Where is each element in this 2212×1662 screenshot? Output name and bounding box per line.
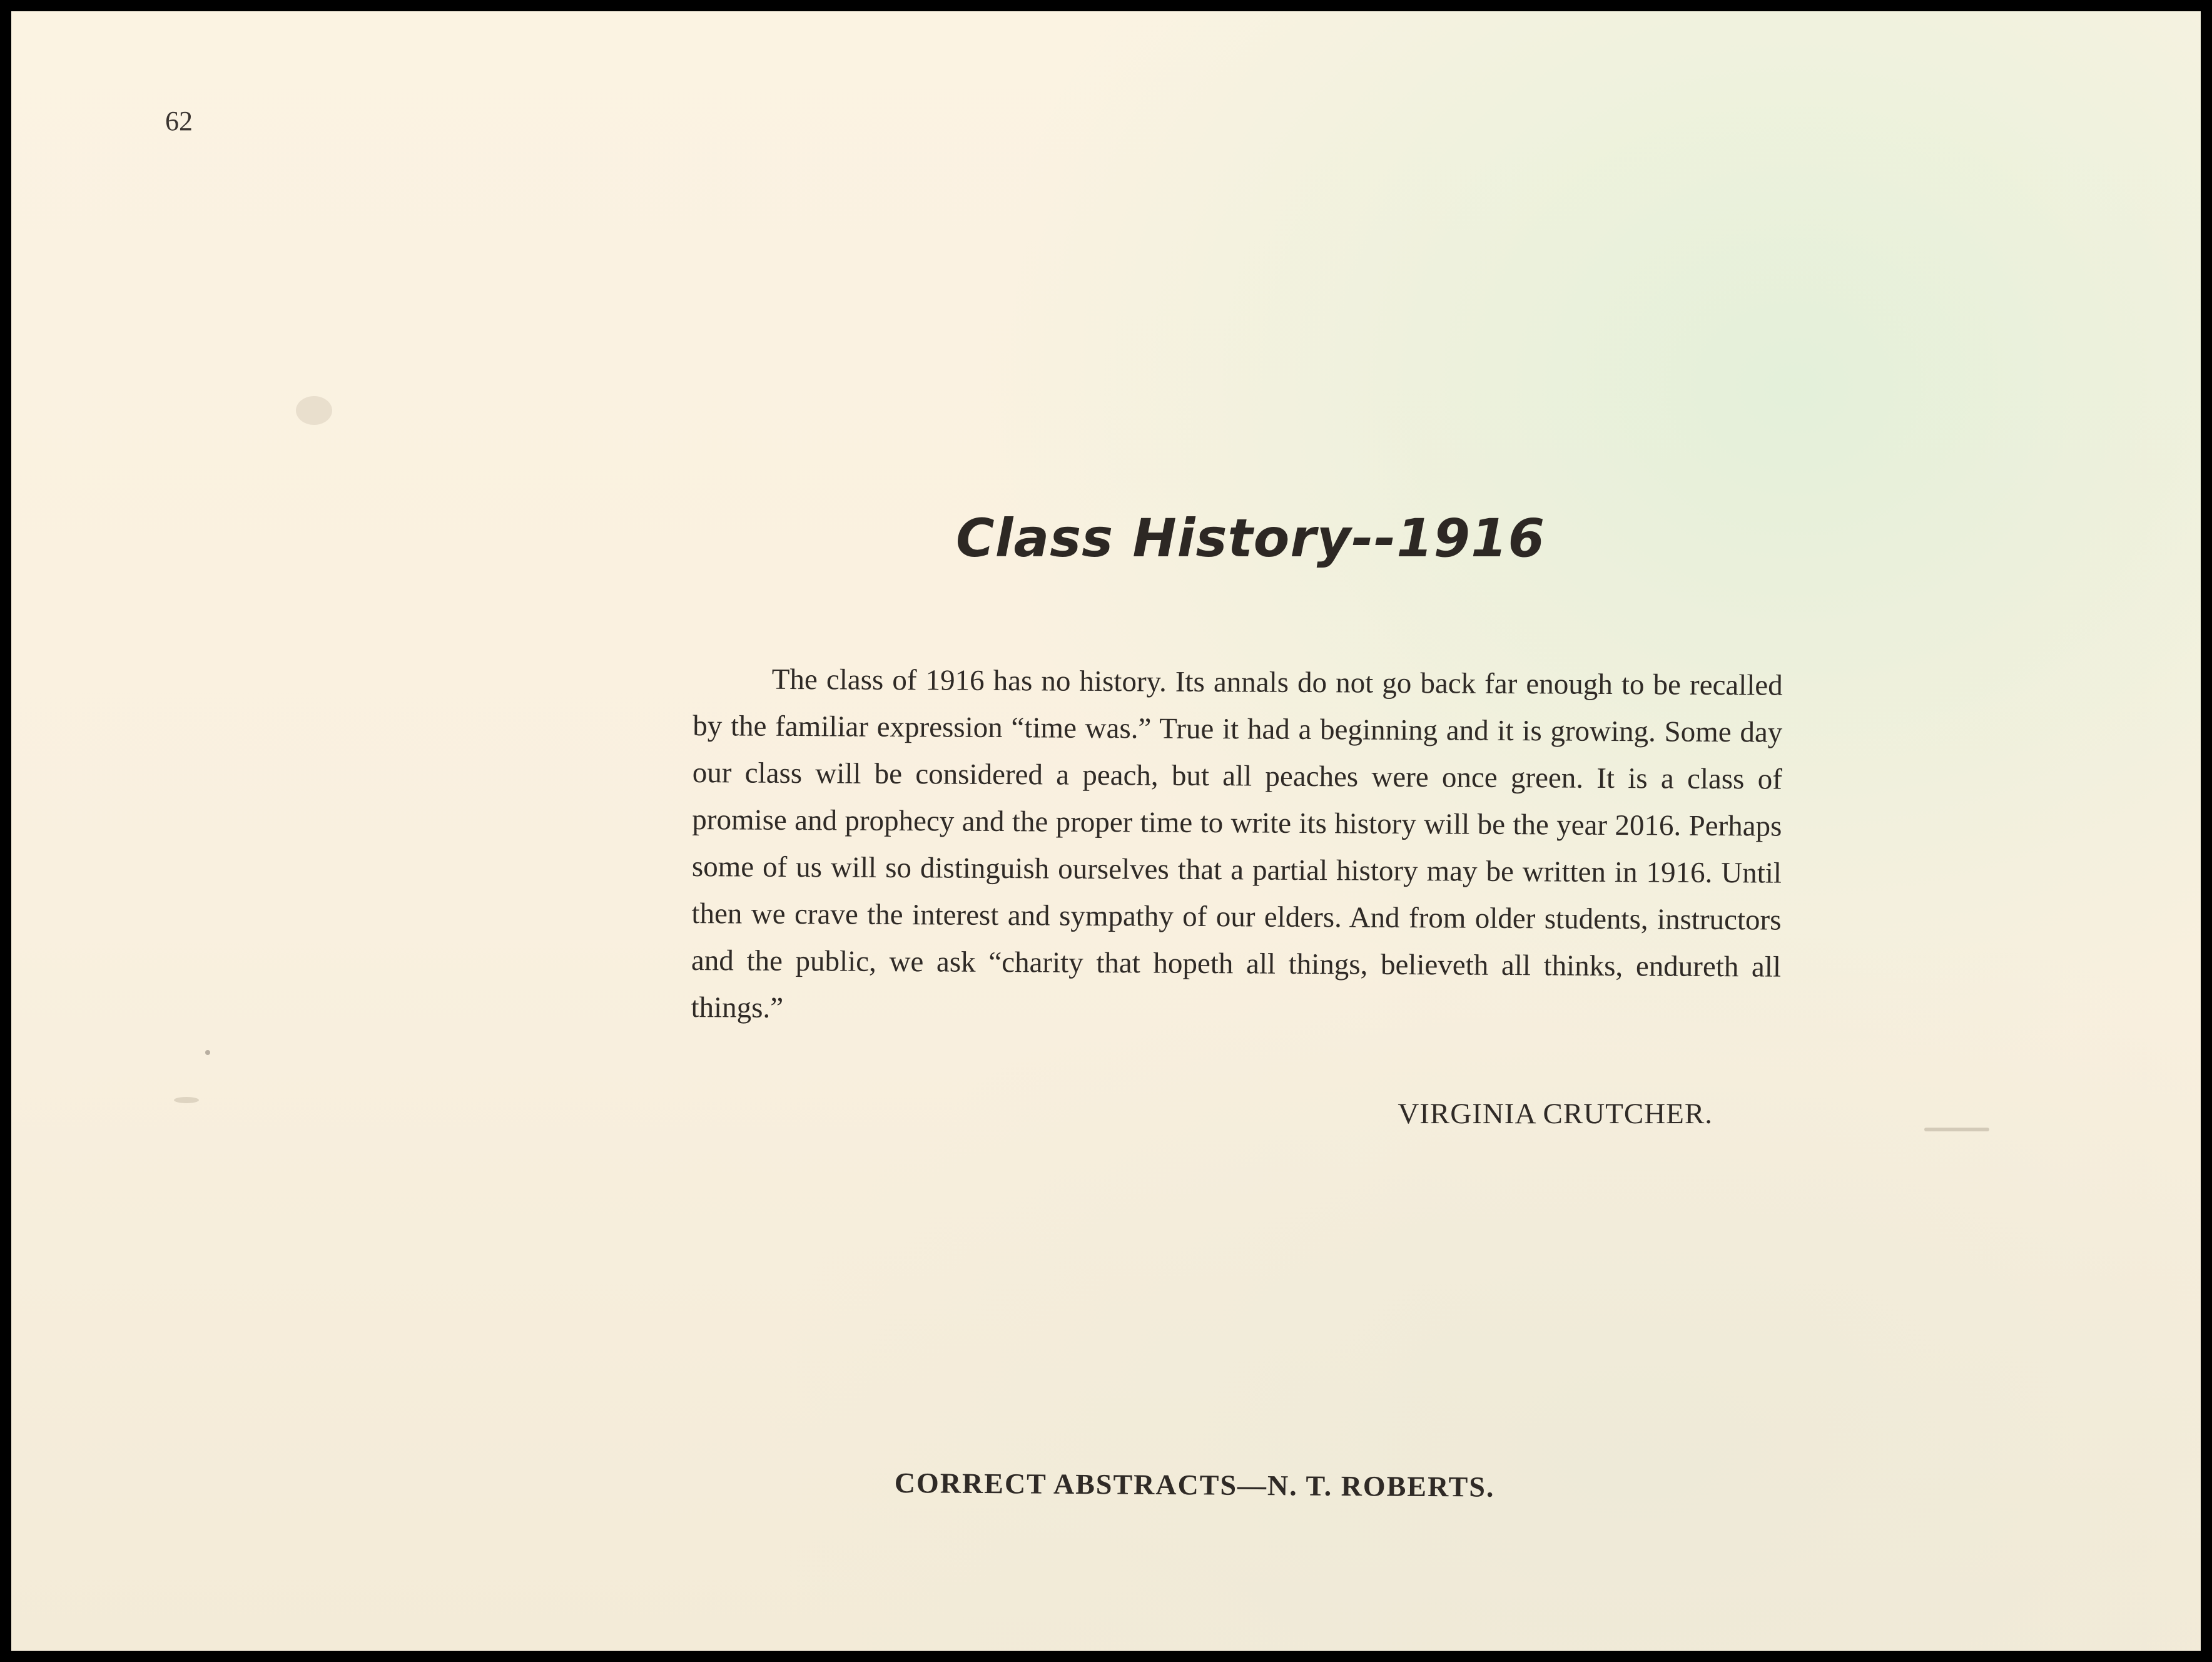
paper-smudge [174,1097,199,1103]
author-signature: VIRGINIA CRUTCHER. [1398,1098,1713,1130]
page-title: Class History--1916 [956,507,1546,569]
paper-mark [1924,1128,1989,1131]
document-page [11,11,2201,1651]
page-number: 62 [165,106,193,136]
paper-smudge [296,396,332,425]
paper-speck [205,1050,210,1055]
footer-advertisement: CORRECT ABSTRACTS—N. T. ROBERTS. [894,1467,1495,1503]
body-paragraph: The class of 1916 has no history. Its annals do not go back far enough to be recalled by the familiar expression “time was.” True it had a beginning and it is growing. Some day our class will be considered a peach, but all peaches were once green. It is a class of promise and prophecy and the proper time to write its history will be the year 2016. Perhaps some of us will so distinguish ourselves that a partial history may be written in 1916. Until then we crave the interest and sympathy of our elders. And from older students, instructors and the public, we ask “charity that hopeth all things, believeth all thinks, endureth all things.” [691,663,1783,1024]
